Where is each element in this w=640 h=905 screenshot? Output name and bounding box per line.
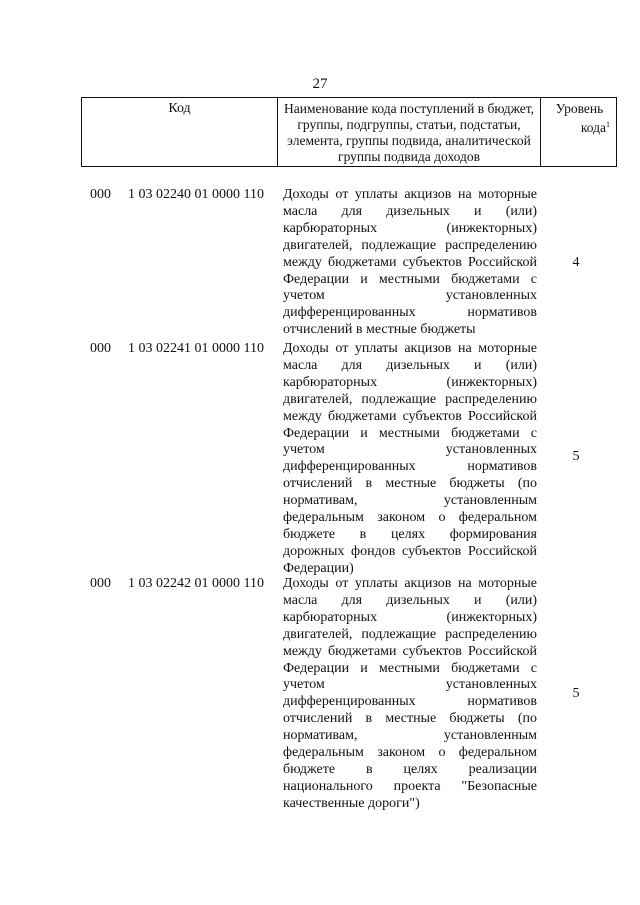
income-code: 1 03 02242 01 0000 110: [128, 576, 264, 591]
admin-code: 000: [90, 187, 111, 202]
income-description: Доходы от уплаты акцизов на моторные масла для дизельных и (или) карбюраторных (инжекторных) двигателей, подлежащие распределению между бюджетами субъектов Российской Федерации и местными бюджетами с учетом установленных дифференцированных нормативов отчислений в местные бюджеты: [283, 187, 537, 338]
income-code: 1 03 02240 01 0000 110: [128, 187, 264, 202]
header-level-line1: Уровень: [555, 101, 604, 116]
header-level-line2: кода: [580, 120, 606, 135]
page-number: 27: [312, 76, 328, 92]
header-code: Код: [82, 98, 278, 166]
header-name: Наименование кода поступлений в бюджет, группы, подгруппы, статьи, подстатьи, элемента, группы подвида, аналитической группы подвида доходов: [278, 98, 541, 166]
code-level: 5: [572, 686, 580, 701]
income-description: Доходы от уплаты акцизов на моторные масла для дизельных и (или) карбюраторных (инжекторных) двигателей, подлежащие распределению между бюджетами субъектов Российской Федерации и местными бюджетами с учетом установленных дифференцированных нормативов отчислений в местные бюджеты (по нормативам, установленным федеральным законом о федеральном бюджете в целях формирования дорожных фондов субъектов Российской Федерации): [283, 341, 537, 576]
code-level: 5: [572, 449, 580, 464]
admin-code: 000: [90, 576, 111, 591]
admin-code: 000: [90, 341, 111, 356]
footnote-marker: 1: [606, 120, 610, 129]
income-code: 1 03 02241 01 0000 110: [128, 341, 264, 356]
header-level: [541, 98, 618, 166]
income-description: Доходы от уплаты акцизов на моторные масла для дизельных и (или) карбюраторных (инжекторных) двигателей, подлежащие распределению между бюджетами субъектов Российской Федерации и местными бюджетами с учетом установленных дифференцированных нормативов отчислений в местные бюджеты (по нормативам, установленным федеральным законом о федеральном бюджете в целях реализации национального проекта "Безопасные качественные дороги"): [283, 576, 537, 811]
header-level-line2-wrap: [541, 117, 618, 136]
table-header: [81, 97, 617, 167]
code-level: 4: [572, 255, 580, 270]
